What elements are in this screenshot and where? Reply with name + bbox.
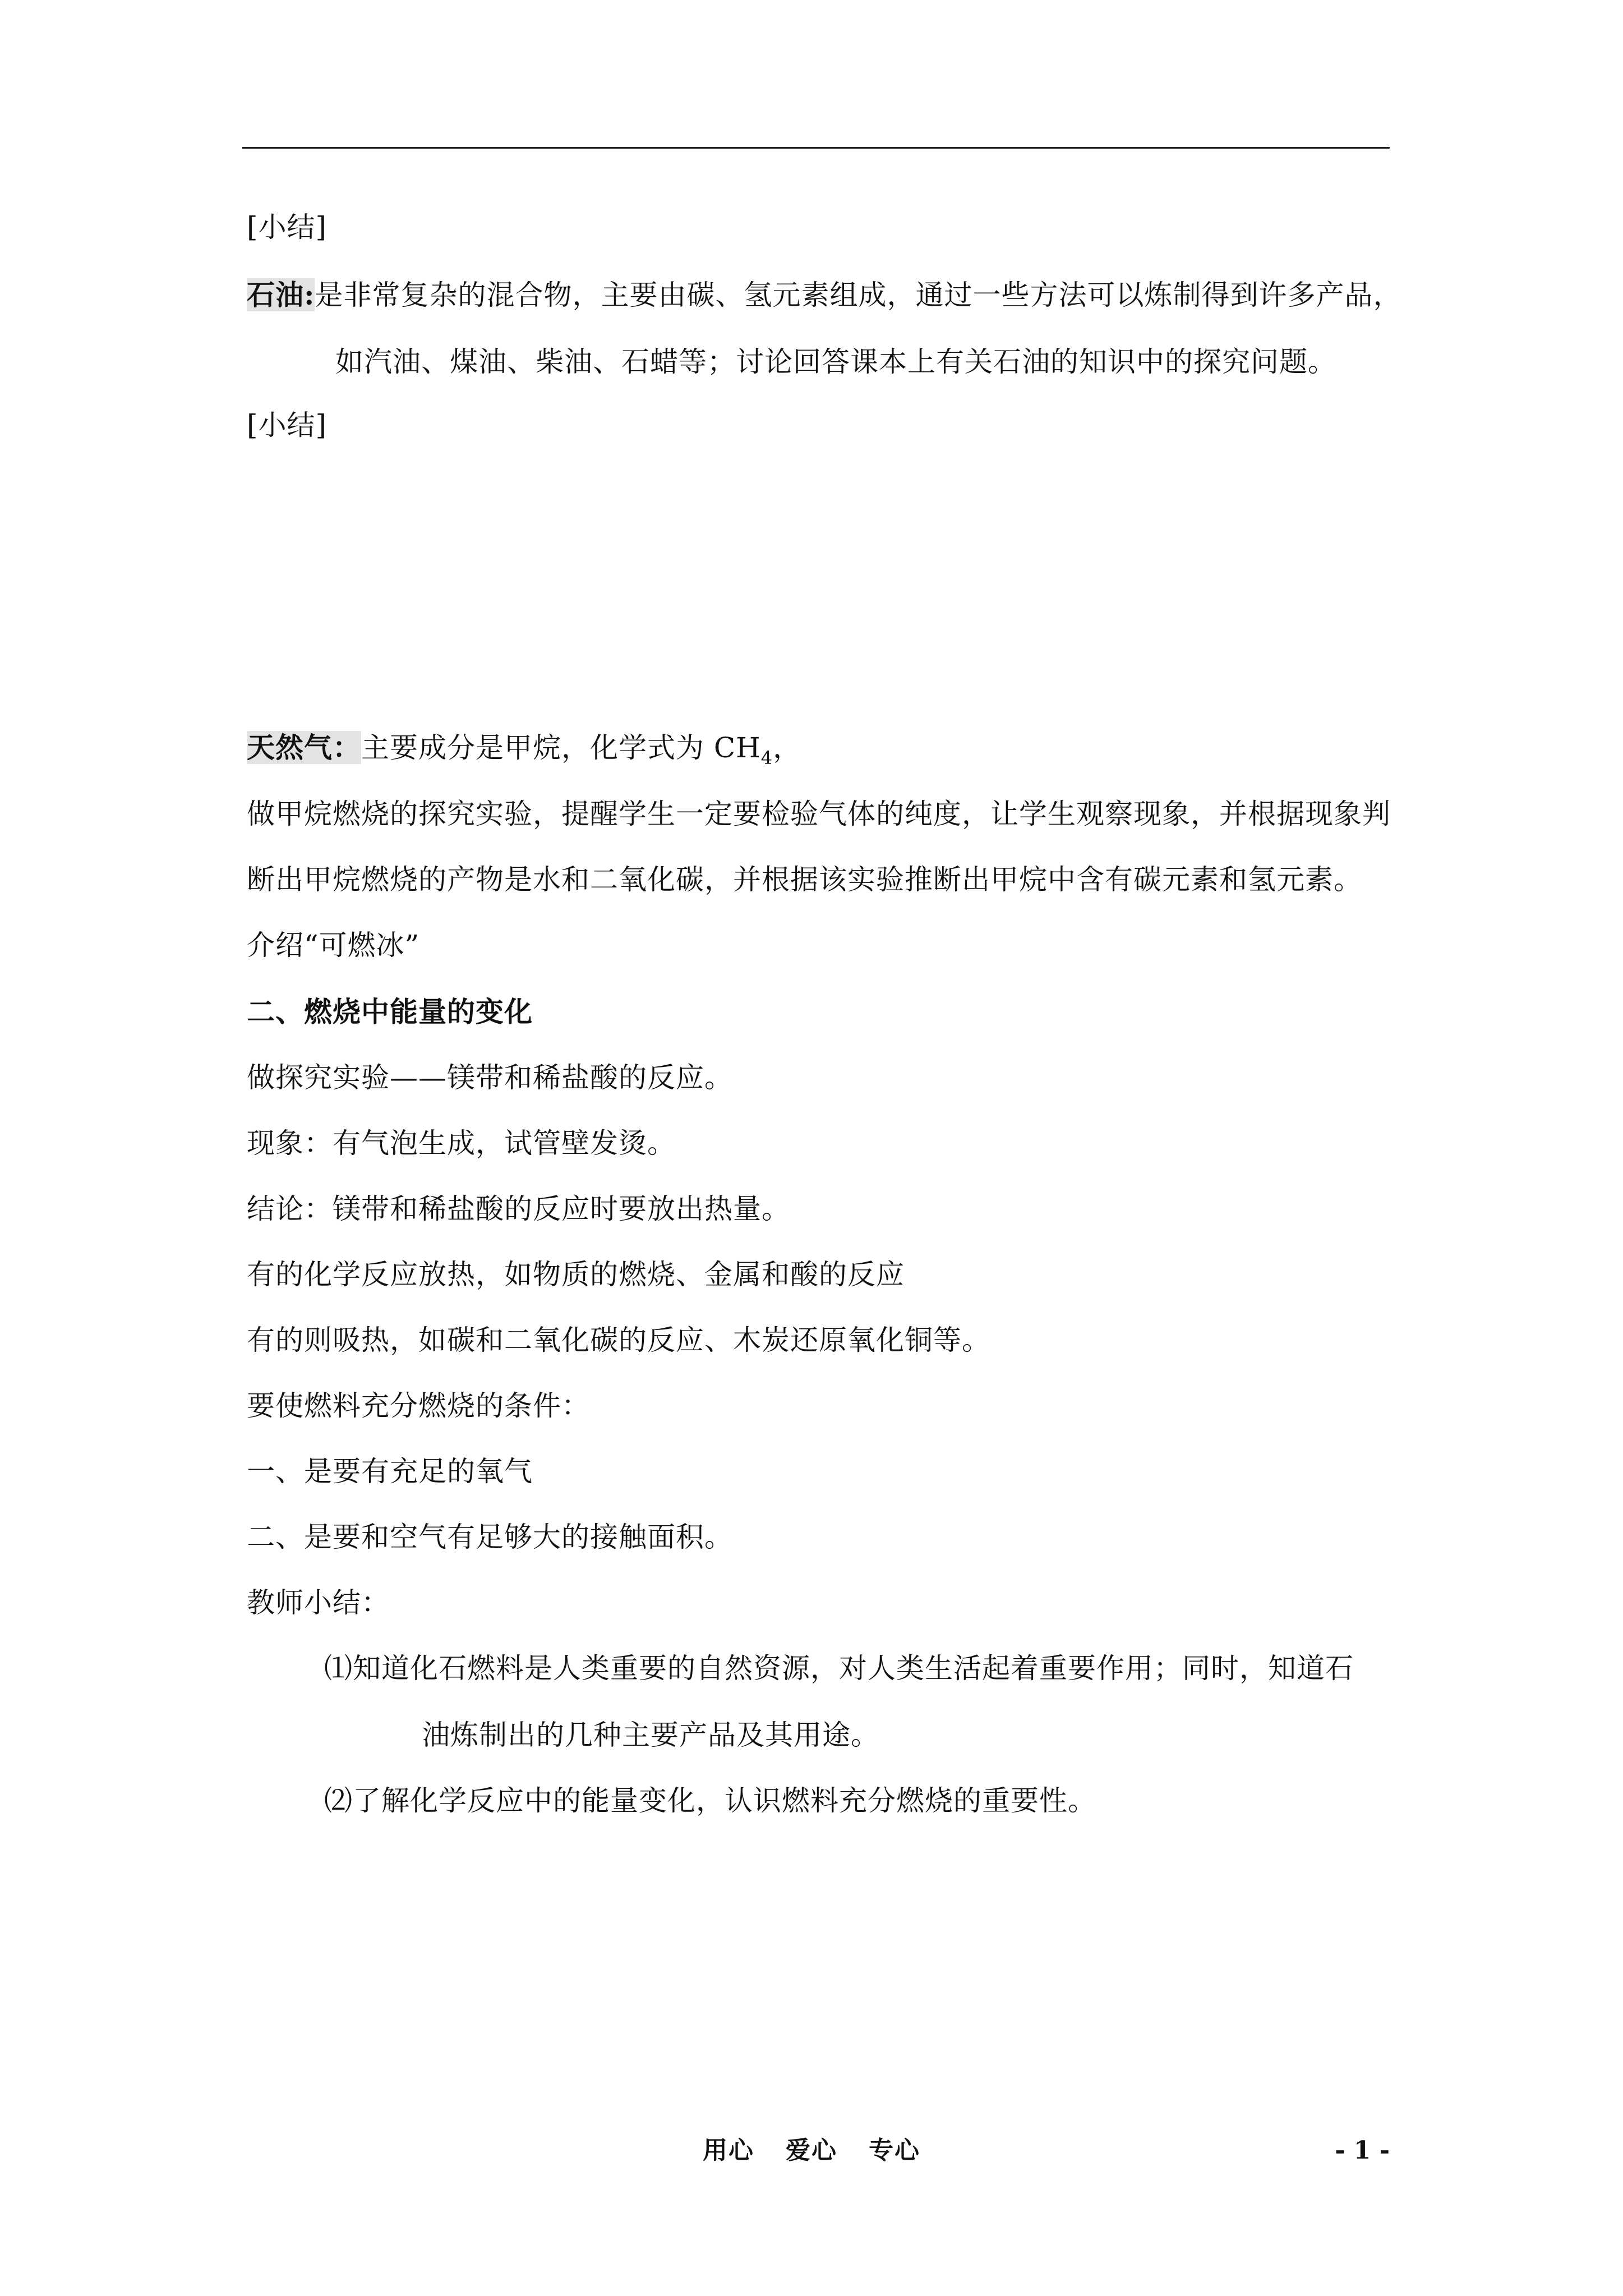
flammable-ice-intro: 介绍“可燃冰” xyxy=(247,929,420,961)
phenomenon-line: 现象：有气泡生成，试管壁发烫。 xyxy=(247,1127,676,1159)
section-heading-energy: 二、燃烧中能量的变化 xyxy=(247,995,533,1028)
exothermic-line: 有的化学反应放热，如物质的燃烧、金属和酸的反应 xyxy=(247,1258,905,1291)
conditions-heading: 要使燃料充分燃烧的条件： xyxy=(247,1389,590,1422)
header-rule xyxy=(242,147,1390,149)
petroleum-paragraph-line-2: 如汽油、煤油、柴油、石蜡等；讨论回答课本上有关石油的知识中的探究问题。 xyxy=(335,346,1336,378)
petroleum-text: 是非常复杂的混合物，主要由碳、氢元素组成，通过一些方法可以炼制得到许多产品， xyxy=(315,279,1402,311)
page-number: - 1 - xyxy=(1335,2136,1390,2165)
petroleum-label: 石油: xyxy=(247,278,315,311)
natural-gas-label: 天然气： xyxy=(247,731,361,764)
summary-point-1-line-1: ⑴知道化石燃料是人类重要的自然资源，对人类生活起着重要作用；同时，知道石 xyxy=(324,1652,1354,1685)
summary-heading-2: [小结] xyxy=(247,409,328,441)
experiment-line-1: 做甲烷燃烧的探究实验，提醒学生一定要检验气体的纯度，让学生观察现象，并根据现象判 xyxy=(247,798,1391,830)
footer-motto-3: 专心 xyxy=(869,2136,920,2165)
endothermic-line: 有的则吸热，如碳和二氧化碳的反应、木炭还原氧化铜等。 xyxy=(247,1324,990,1356)
summary-point-2: ⑵了解化学反应中的能量变化，认识燃料充分燃烧的重要性。 xyxy=(324,1784,1096,1817)
footer-motto-1: 用心 xyxy=(703,2136,754,2165)
natural-gas-end: ， xyxy=(773,731,802,764)
natural-gas-text: 主要成分是甲烷，化学式为 CH xyxy=(361,731,761,764)
conclusion-line: 结论：镁带和稀盐酸的反应时要放出热量。 xyxy=(247,1193,790,1225)
petroleum-paragraph-line-1 xyxy=(247,278,1401,312)
summary-point-1-line-2: 油炼制出的几种主要产品及其用途。 xyxy=(422,1719,879,1751)
condition-1: 一、是要有充足的氧气 xyxy=(247,1455,533,1488)
footer-motto-2: 爱心 xyxy=(786,2136,837,2165)
magnesium-experiment: 做探究实验——镁带和稀盐酸的反应。 xyxy=(247,1061,733,1094)
teacher-summary-heading: 教师小结： xyxy=(247,1586,390,1619)
formula-subscript: 4 xyxy=(760,747,773,769)
summary-heading-1: [小结] xyxy=(247,211,328,243)
condition-2: 二、是要和空气有足够大的接触面积。 xyxy=(247,1521,733,1553)
natural-gas-line xyxy=(247,730,801,775)
experiment-line-2: 断出甲烷燃烧的产物是水和二氧化碳，并根据该实验推断出甲烷中含有碳元素和氢元素。 xyxy=(247,863,1362,896)
